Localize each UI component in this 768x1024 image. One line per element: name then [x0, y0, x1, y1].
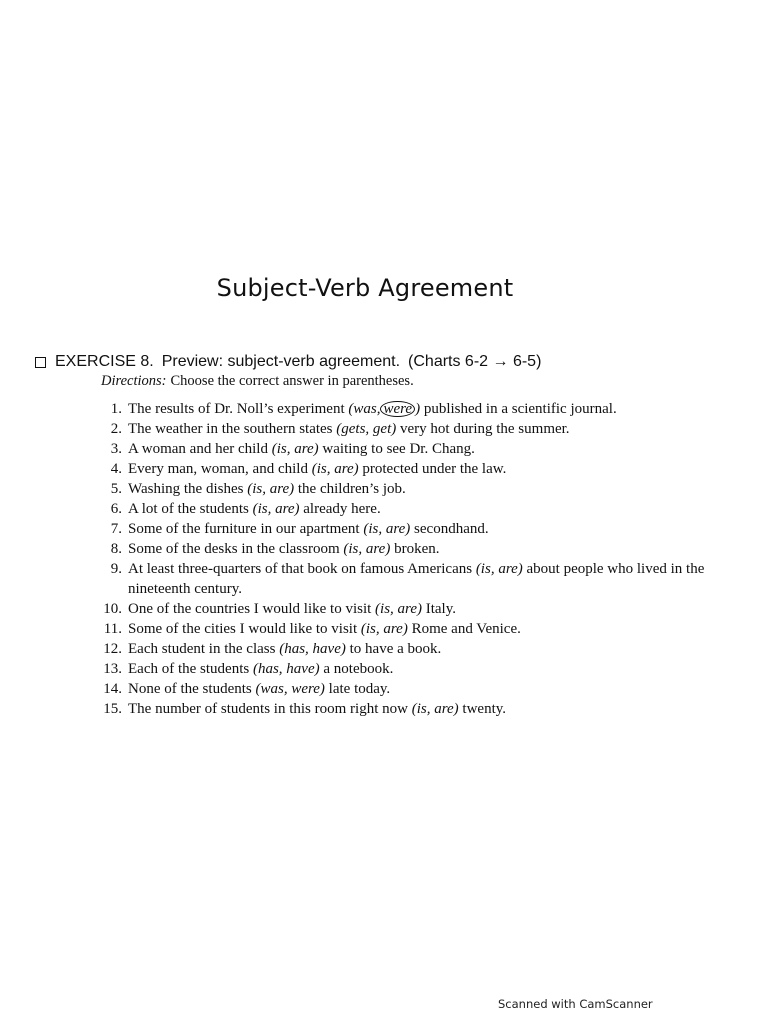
item-text-before: Each of the students: [128, 661, 253, 677]
exercise-item-1: [94, 399, 734, 419]
item-text-before: A lot of the students: [128, 501, 253, 517]
item-number: 14.: [103, 681, 122, 697]
item-number: 1.: [110, 401, 122, 417]
item-text-after: the children’s job.: [294, 481, 406, 497]
item-number: 13.: [103, 661, 122, 677]
item-choices: (is, are): [252, 501, 300, 517]
exercise-header: [35, 353, 541, 371]
item-number: 5.: [110, 481, 122, 497]
item-text: [128, 439, 718, 459]
item-number: 7.: [110, 521, 122, 537]
item-text: [128, 679, 718, 699]
item-text-before: Some of the cities I would like to visit: [128, 621, 361, 637]
item-text-after: waiting to see Dr. Chang.: [318, 441, 475, 457]
exercise-item-5: [94, 479, 734, 499]
item-text: [128, 499, 718, 519]
item-text-before: At least three-quarters of that book on famous Americans: [128, 561, 476, 577]
exercise-items: [94, 399, 734, 719]
item-number: 12.: [103, 641, 122, 657]
item-text-after: secondhand.: [410, 521, 489, 537]
item-text-before: One of the countries I would like to visit: [128, 601, 376, 617]
item-text-after: protected under the law.: [358, 461, 507, 477]
exercise-item-2: [94, 419, 734, 439]
item-text-before: Every man, woman, and child: [128, 461, 312, 477]
item-text: [128, 479, 718, 499]
exercise-heading: Preview: subject-verb agreement.: [161, 353, 401, 370]
item-choices: (was, were): [255, 681, 325, 697]
exercise-item-11: [94, 619, 734, 639]
item-number: 2.: [110, 421, 122, 437]
item-choices: [348, 401, 420, 417]
item-text: [128, 459, 718, 479]
item-text: [128, 519, 718, 539]
item-number: 15.: [103, 701, 122, 717]
item-choices: (is, are): [247, 481, 295, 497]
item-text-after: Rome and Venice.: [407, 621, 521, 637]
choice-was: (was,: [348, 401, 381, 417]
page-title: Subject-Verb Agreement: [216, 274, 514, 302]
item-number: 8.: [110, 541, 122, 557]
item-text-after: Italy.: [421, 601, 456, 617]
item-text: [128, 559, 718, 599]
item-text-after: a notebook.: [319, 661, 394, 677]
item-number: 11.: [103, 621, 122, 637]
exercise-item-7: [94, 519, 734, 539]
item-text: [128, 619, 718, 639]
item-text-after: published in a scientific journal.: [420, 401, 617, 417]
item-text-before: Washing the dishes: [128, 481, 248, 497]
item-number: 10.: [103, 601, 122, 617]
item-text: [128, 399, 718, 419]
exercise-label: EXERCISE 8.: [55, 353, 154, 370]
item-text-before: The weather in the southern states: [128, 421, 337, 437]
exercise-item-13: [94, 659, 734, 679]
exercise-item-4: [94, 459, 734, 479]
item-choices: (is, are): [343, 541, 391, 557]
item-text-before: The results of Dr. Noll’s experiment: [128, 401, 349, 417]
item-text-before: The number of students in this room right now: [128, 701, 412, 717]
item-text-before: Some of the furniture in our apartment: [128, 521, 364, 537]
item-text-after: about people who lived in the nineteenth century.: [128, 561, 705, 597]
directions-label: Directions:: [101, 373, 167, 389]
directions-text: Choose the correct answer in parentheses.: [170, 373, 414, 389]
item-choices: (is, are): [475, 561, 523, 577]
scanner-watermark: Scanned with CamScanner: [498, 997, 653, 1011]
item-number: 9.: [110, 561, 122, 577]
item-choices: (is, are): [363, 521, 411, 537]
item-choices: (gets, get): [336, 421, 397, 437]
item-text-after: broken.: [390, 541, 440, 557]
item-number: 3.: [110, 441, 122, 457]
item-text: [128, 699, 718, 719]
item-text-after: already here.: [299, 501, 381, 517]
item-number: 6.: [110, 501, 122, 517]
item-choices: (is, are): [360, 621, 408, 637]
exercise-item-8: [94, 539, 734, 559]
item-text: [128, 539, 718, 559]
exercise-item-14: [94, 679, 734, 699]
item-number: 4.: [110, 461, 122, 477]
item-choices: (is, are): [375, 601, 422, 617]
item-choices: (is, are): [311, 461, 359, 477]
item-choices: (has, have): [252, 661, 320, 677]
exercise-item-6: [94, 499, 734, 519]
item-choices: (has, have): [279, 641, 346, 657]
circled-answer: were: [380, 401, 415, 417]
directions: [101, 373, 414, 390]
exercise-item-3: [94, 439, 734, 459]
item-text: [128, 599, 718, 619]
exercise-charts-reference: (Charts 6-2 → 6-5): [408, 353, 542, 370]
exercise-checkbox[interactable]: [35, 357, 46, 368]
item-choices: (is, are): [411, 701, 459, 717]
item-text-before: Each student in the class: [128, 641, 280, 657]
item-text: [128, 419, 718, 439]
choice-close-paren: ): [415, 401, 421, 417]
item-text-after: very hot during the summer.: [396, 421, 570, 437]
item-text-after: twenty.: [458, 701, 507, 717]
exercise-item-10: [94, 599, 734, 619]
item-text-before: A woman and her child: [128, 441, 272, 457]
item-text-before: Some of the desks in the classroom: [128, 541, 344, 557]
item-text: [128, 639, 718, 659]
exercise-item-12: [94, 639, 734, 659]
item-text-after: late today.: [324, 681, 391, 697]
exercise-item-9: [94, 559, 734, 599]
item-text: [128, 659, 718, 679]
exercise-item-15: [94, 699, 734, 719]
item-choices: (is, are): [271, 441, 319, 457]
item-text-before: None of the students: [128, 681, 256, 697]
item-text-after: to have a book.: [345, 641, 442, 657]
